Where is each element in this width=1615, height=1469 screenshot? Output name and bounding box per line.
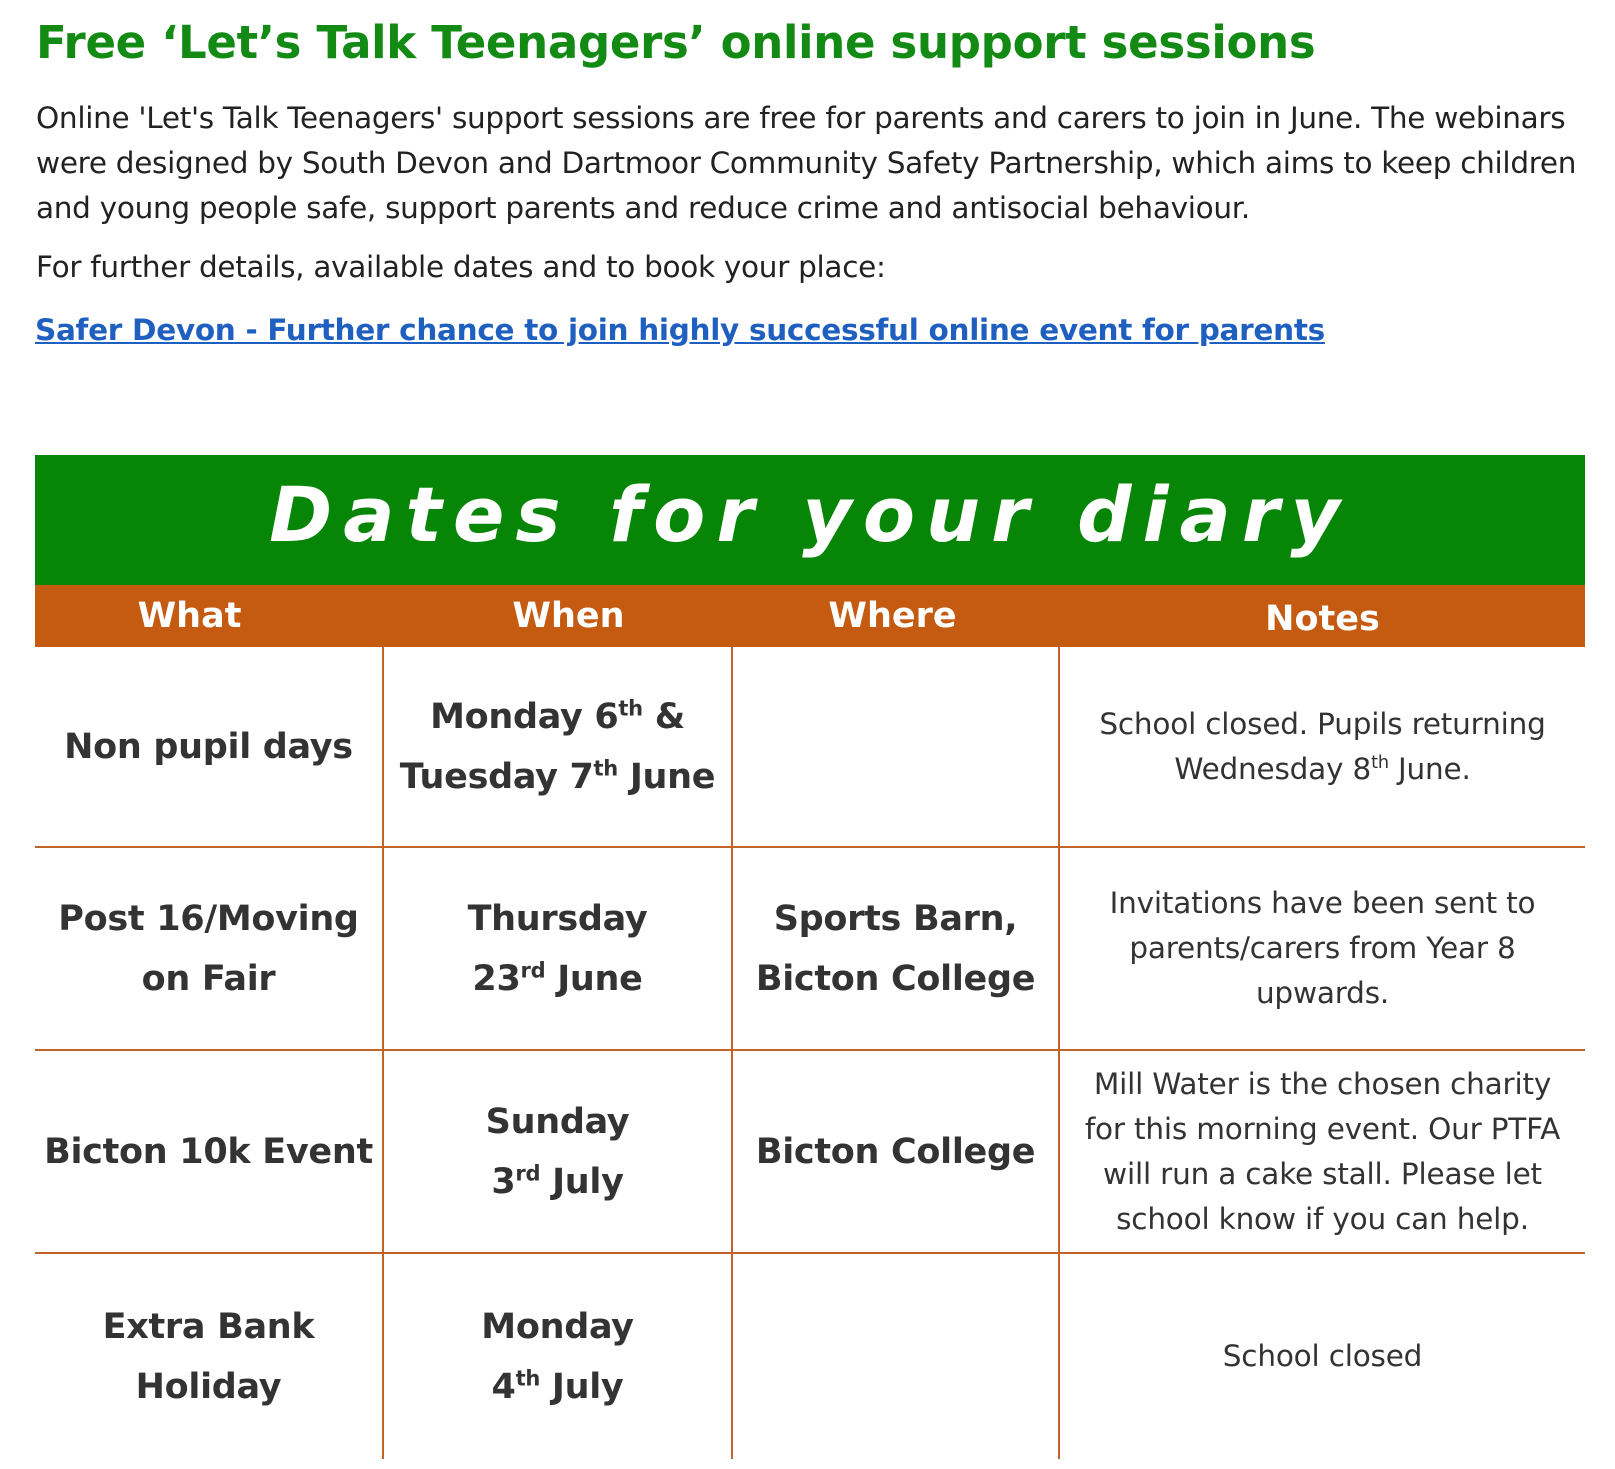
where-text [756,1122,1035,1182]
cell-what [35,1051,384,1254]
line-text-tail: July [540,1161,624,1202]
further-details-text: For further details, available dates and to book your place: [36,250,886,284]
line-text: 4 [491,1366,516,1407]
when-text [400,687,715,807]
line-text: Thursday [467,898,648,939]
what-text [64,717,353,777]
when-text [468,889,648,1009]
article-intro: Online 'Let's Talk Teenagers' support sessions are free for parents and carers to join in June. The webinars were designed by South Devon and Dartmoor Community Safety Partnership, which aims to keep children and young people safe, support parents and reduce crime and antisocial behaviour. [36,101,1577,225]
line-text: Monday 6 [430,696,619,737]
what-line: Extra Bank [102,1306,315,1347]
line-text: upwards. [1255,976,1390,1010]
what-line: Non pupil days [64,726,353,767]
cell-where [733,647,1060,848]
line-text: parents/carers from Year 8 [1129,931,1516,965]
when-line [468,889,648,949]
diary-table [35,455,1585,1459]
header-when: When [512,596,625,636]
notes-line [1110,926,1536,971]
notes-text [1100,881,1546,1016]
when-line [400,687,715,747]
cell-notes [1060,1051,1585,1254]
when-line [400,747,715,807]
cell-when [384,647,733,848]
ordinal-suffix: th [618,695,643,720]
line-text-tail: July [540,1366,624,1407]
header-where: Where [828,596,957,636]
notes-line [1085,1062,1560,1107]
line-text: 23 [472,958,521,999]
line-text: Tuesday 7 [399,756,594,797]
diary-header-row [35,585,1585,647]
cell-where [733,1254,1060,1459]
notes-line [1085,1107,1560,1152]
line-text: Sunday [485,1101,630,1142]
line-text: Mill Water is the chosen charity [1093,1066,1552,1101]
notes-text [1075,1062,1570,1242]
ordinal-suffix: th [593,755,618,780]
notes-line [1085,1197,1560,1242]
what-text [44,1122,373,1182]
diary-banner [35,455,1585,585]
what-line: Post 16/Moving [58,898,359,939]
where-text [756,889,1035,1009]
cell-what [35,647,384,848]
cell-notes [1060,848,1585,1051]
what-line: Holiday [135,1366,282,1407]
when-text [486,1092,630,1212]
line-text: for this morning event. Our PTFA [1084,1111,1561,1146]
ordinal-suffix: th [515,1365,540,1390]
cell-what [35,1254,384,1459]
line-text-tail: June. [1388,751,1471,786]
diary-title: Dates for your diary [269,469,1351,559]
cell-notes [1060,647,1585,848]
notes-text [1213,1334,1432,1379]
where-line: Sports Barn, [773,898,1018,939]
when-line [486,1092,630,1152]
ordinal-suffix: rd [520,957,546,982]
where-line: Bicton College [755,1131,1036,1172]
header-notes: Notes [1265,599,1380,639]
notes-text [1089,702,1555,792]
what-line: on Fair [141,958,276,999]
notes-line [1110,971,1536,1016]
where-line: Bicton College [755,958,1036,999]
line-text: School closed [1222,1339,1423,1373]
ordinal-suffix: th [1371,752,1389,773]
ordinal-suffix: rd [515,1160,541,1185]
line-text-tail: June [617,756,716,797]
notes-line [1085,1152,1560,1197]
line-text: school know if you can help. [1116,1201,1529,1236]
cell-what [35,848,384,1051]
what-text [103,1297,315,1417]
notes-line [1110,881,1536,926]
header-what: What [137,596,242,636]
when-text [481,1297,633,1417]
notes-line [1099,702,1545,747]
line-text: School closed. Pupils returning [1099,706,1546,741]
line-text: will run a cake stall. Please let [1103,1156,1542,1191]
notes-line [1099,747,1545,792]
when-line [468,949,648,1009]
safer-devon-link[interactable]: Safer Devon - Further chance to join highly successful online event for parents [35,313,1325,347]
line-text: Wednesday 8 [1174,751,1372,786]
line-text-tail: June [545,958,643,999]
line-text: 3 [491,1161,516,1202]
cell-where [733,848,1060,1051]
cell-where [733,1051,1060,1254]
what-text [58,889,358,1009]
line-text: Invitations have been sent to [1109,886,1536,920]
when-line [481,1297,633,1357]
cell-when [384,1254,733,1459]
when-line [486,1152,630,1212]
diary-grid [35,647,1585,1459]
when-line [481,1357,633,1417]
what-line: Bicton 10k Event [44,1131,373,1172]
cell-when [384,848,733,1051]
cell-notes [1060,1254,1585,1459]
line-text-tail: & [642,696,685,737]
cell-when [384,1051,733,1254]
line-text: Monday [481,1306,634,1347]
notes-line [1223,1334,1422,1379]
article-title: Free ‘Let’s Talk Teenagers’ online support sessions [36,16,1316,69]
